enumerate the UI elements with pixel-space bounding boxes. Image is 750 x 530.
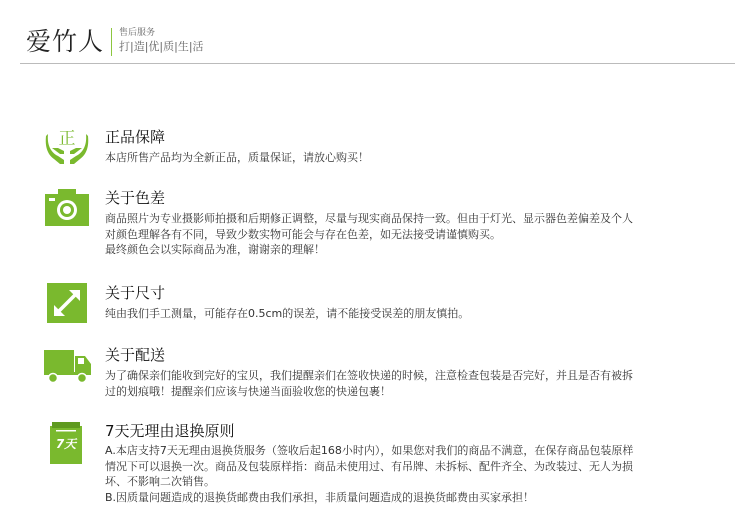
section-body <box>105 150 725 166</box>
section-title: 关于配送 <box>105 346 166 364</box>
brand-title: 爱竹人 <box>26 27 105 56</box>
seven-day-return-icon <box>48 422 84 464</box>
section-body <box>105 443 725 505</box>
svg-text:正: 正 <box>58 129 76 149</box>
header-subtitle-small: 售后服务 <box>119 28 156 38</box>
header-rule <box>20 63 735 64</box>
section-title: 7天无理由退换原则 <box>105 422 235 440</box>
section-body <box>105 368 725 399</box>
text-line: 情况下可以退换一次。商品及包装原样指：商品未使用过、有吊牌、未拆标、配件齐全、为改装过、无人为损 <box>105 459 633 473</box>
text-line: 对颜色理解各有不同，导致少数实物可能会与存在色差，如无法接受请谨慎购买。 <box>105 227 501 241</box>
text-line: 本店所售产品均为全新正品，质量保证，请放心购买！ <box>105 151 369 164</box>
text-line: 为了确保亲们能收到完好的宝贝，我们提醒亲们在签收快递的时候，注意检查包装是否完好，并且是否有被拆 <box>105 369 633 382</box>
section-title: 关于色差 <box>105 189 166 207</box>
camera-icon <box>44 188 90 228</box>
section-title: 关于尺寸 <box>105 284 166 302</box>
return-icon-label: 7天 <box>55 437 77 451</box>
genuine-hands-icon <box>44 124 90 164</box>
section-body <box>105 306 725 322</box>
text-line: B.因质量问题造成的退换货邮费由我们承担，非质量问题造成的退换货邮费由买家承担！ <box>105 490 535 504</box>
section-title: 正品保障 <box>105 128 166 146</box>
header <box>0 0 750 64</box>
text-line: 最终颜色会以实际商品为准，谢谢亲的理解！ <box>105 243 325 256</box>
text-line: 纯由我们手工测量，可能存在0.5cm的误差，请不能接受误差的朋友慎拍。 <box>105 307 470 320</box>
text-line: 商品照片为专业摄影师拍摄和后期修正调整，尽量与现实商品保持一致。但由于灯光、显示器色差偏差及个人 <box>105 212 633 225</box>
section-body <box>105 211 725 258</box>
header-divider <box>111 28 112 56</box>
text-line: A.本店支持7天无理由退换货服务（签收后起168小时内），如果您对我们的商品不满意，在保存商品包装原样 <box>105 444 634 457</box>
header-subtitle: 打|造|优|质|生|活 <box>119 40 204 53</box>
resize-arrow-icon <box>44 283 90 323</box>
text-line: 坏、不影响二次销售。 <box>105 475 215 488</box>
text-line: 过的划痕哦！提醒亲们应该与快递当面验收您的快递包裹！ <box>105 384 391 398</box>
delivery-truck-icon <box>44 346 92 386</box>
